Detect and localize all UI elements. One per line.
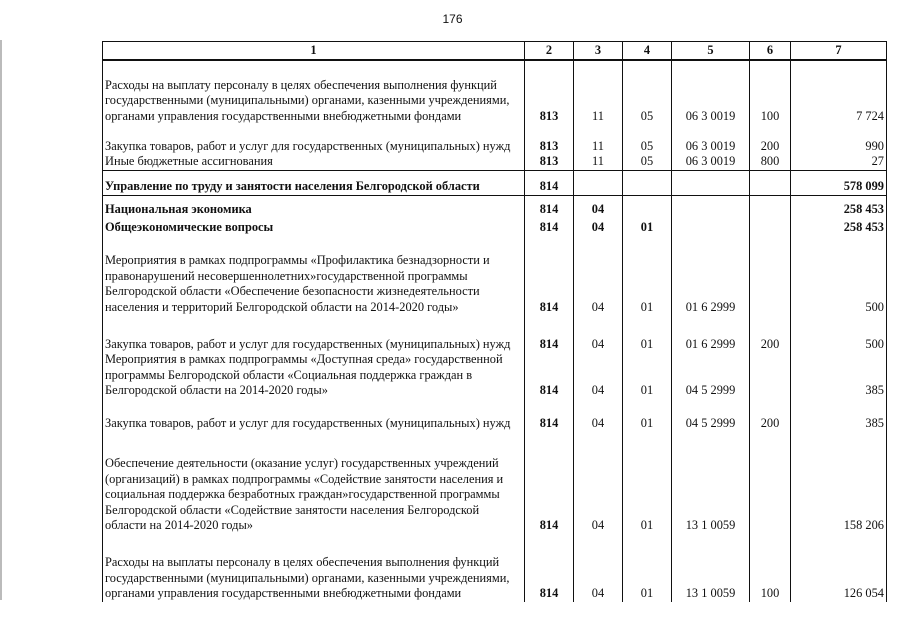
table-row bbox=[103, 124, 887, 154]
row-section: 11 bbox=[574, 60, 623, 124]
table-row bbox=[103, 534, 887, 602]
row-ministry-code: 814 bbox=[525, 235, 574, 315]
row-ministry-code: 813 bbox=[525, 124, 574, 154]
row-expense-type: 200 bbox=[750, 124, 791, 154]
row-name: Мероприятия в рамках подпрограммы «Доступная среда» государственной программы Белгородской области «Социальная поддержка граждан в Белгородской области на 2014-2020 годы» bbox=[103, 352, 525, 399]
row-section: 04 bbox=[574, 399, 623, 432]
row-amount: 578 099 bbox=[791, 177, 887, 196]
row-subsection: 01 bbox=[623, 217, 672, 235]
header-col-6: 6 bbox=[750, 42, 791, 61]
row-target-article: 06 3 0019 bbox=[672, 60, 750, 124]
row-ministry-code: 814 bbox=[525, 352, 574, 399]
row-subsection: 01 bbox=[623, 315, 672, 352]
row-ministry-code: 814 bbox=[525, 202, 574, 218]
table-row bbox=[103, 60, 887, 124]
row-amount: 7 724 bbox=[791, 60, 887, 124]
row-amount: 158 206 bbox=[791, 432, 887, 534]
row-section: 04 bbox=[574, 202, 623, 218]
row-expense-type bbox=[750, 432, 791, 534]
row-target-article: 06 3 0019 bbox=[672, 154, 750, 170]
row-subsection: 01 bbox=[623, 352, 672, 399]
row-name: Обеспечение деятельности (оказание услуг) государственных учреждений (организаций) в рамках подпрограммы «Содействие занятости населения и социальная поддержка безработных граждан»государственной программы Белгородской области «Содействие занятости населения Белгородской области на 2014-2020 годы» bbox=[103, 432, 525, 534]
row-amount: 126 054 bbox=[791, 534, 887, 602]
row-expense-type bbox=[750, 177, 791, 196]
row-name: Закупка товаров, работ и услуг для государственных (муниципальных) нужд bbox=[103, 315, 525, 352]
row-ministry-code: 813 bbox=[525, 154, 574, 170]
row-subsection: 01 bbox=[623, 399, 672, 432]
table-row bbox=[103, 177, 887, 196]
row-target-article: 06 3 0019 bbox=[672, 124, 750, 154]
row-ministry-code: 813 bbox=[525, 60, 574, 124]
row-ministry-code: 814 bbox=[525, 315, 574, 352]
header-col-4: 4 bbox=[623, 42, 672, 61]
row-name: Национальная экономика bbox=[103, 202, 525, 218]
header-col-7: 7 bbox=[791, 42, 887, 61]
row-section: 11 bbox=[574, 154, 623, 170]
row-ministry-code: 814 bbox=[525, 534, 574, 602]
row-amount: 385 bbox=[791, 352, 887, 399]
budget-table bbox=[102, 41, 887, 602]
row-section: 04 bbox=[574, 235, 623, 315]
row-expense-type: 200 bbox=[750, 399, 791, 432]
row-name: Расходы на выплату персоналу в целях обеспечения выполнения функций государственными (муниципальными) органами, казенными учреждениями, органами управления государственными внебюджетными фондами bbox=[103, 60, 525, 124]
row-section: 04 bbox=[574, 217, 623, 235]
row-subsection: 01 bbox=[623, 432, 672, 534]
row-subsection: 05 bbox=[623, 154, 672, 170]
row-subsection: 05 bbox=[623, 124, 672, 154]
row-amount: 258 453 bbox=[791, 217, 887, 235]
row-expense-type bbox=[750, 202, 791, 218]
row-subsection bbox=[623, 177, 672, 196]
row-subsection: 01 bbox=[623, 235, 672, 315]
row-subsection: 05 bbox=[623, 60, 672, 124]
table-row bbox=[103, 202, 887, 218]
row-subsection: 01 bbox=[623, 534, 672, 602]
table-header-row bbox=[103, 42, 887, 61]
header-col-1: 1 bbox=[103, 42, 525, 61]
row-expense-type: 100 bbox=[750, 60, 791, 124]
row-expense-type: 800 bbox=[750, 154, 791, 170]
row-amount: 27 bbox=[791, 154, 887, 170]
row-amount: 258 453 bbox=[791, 202, 887, 218]
row-ministry-code: 814 bbox=[525, 177, 574, 196]
row-section bbox=[574, 177, 623, 196]
page-number: 176 bbox=[442, 12, 463, 26]
table-row bbox=[103, 235, 887, 315]
row-target-article: 01 6 2999 bbox=[672, 315, 750, 352]
table-row bbox=[103, 217, 887, 235]
row-name: Общеэкономические вопросы bbox=[103, 217, 525, 235]
row-target-article: 01 6 2999 bbox=[672, 235, 750, 315]
row-subsection bbox=[623, 202, 672, 218]
row-target-article: 04 5 2999 bbox=[672, 352, 750, 399]
row-section: 04 bbox=[574, 432, 623, 534]
row-name: Закупка товаров, работ и услуг для государственных (муниципальных) нужд bbox=[103, 124, 525, 154]
row-expense-type: 200 bbox=[750, 315, 791, 352]
row-target-article bbox=[672, 217, 750, 235]
row-ministry-code: 814 bbox=[525, 399, 574, 432]
row-expense-type bbox=[750, 217, 791, 235]
row-amount: 500 bbox=[791, 235, 887, 315]
scan-edge-mark bbox=[0, 40, 2, 600]
row-amount: 990 bbox=[791, 124, 887, 154]
row-ministry-code: 814 bbox=[525, 432, 574, 534]
table-row bbox=[103, 352, 887, 399]
row-section: 04 bbox=[574, 534, 623, 602]
row-section: 11 bbox=[574, 124, 623, 154]
table-row bbox=[103, 315, 887, 352]
row-name: Иные бюджетные ассигнования bbox=[103, 154, 525, 170]
row-amount: 500 bbox=[791, 315, 887, 352]
row-target-article: 04 5 2999 bbox=[672, 399, 750, 432]
row-section: 04 bbox=[574, 315, 623, 352]
row-name: Мероприятия в рамках подпрограммы «Профилактика безнадзорности и правонарушений несовершеннолетних»государственной программы Белгородской области «Обеспечение безопасности жизнедеятельности населения и территорий Белгородской области на 2014-2020 годы» bbox=[103, 235, 525, 315]
row-target-article bbox=[672, 202, 750, 218]
row-target-article bbox=[672, 177, 750, 196]
row-expense-type: 100 bbox=[750, 534, 791, 602]
row-name: Закупка товаров, работ и услуг для государственных (муниципальных) нужд bbox=[103, 399, 525, 432]
row-target-article: 13 1 0059 bbox=[672, 534, 750, 602]
row-expense-type bbox=[750, 352, 791, 399]
row-target-article: 13 1 0059 bbox=[672, 432, 750, 534]
row-name: Управление по труду и занятости населения Белгородской области bbox=[103, 177, 525, 196]
row-amount: 385 bbox=[791, 399, 887, 432]
row-ministry-code: 814 bbox=[525, 217, 574, 235]
table-row bbox=[103, 432, 887, 534]
table-row bbox=[103, 399, 887, 432]
table-row bbox=[103, 154, 887, 170]
row-expense-type bbox=[750, 235, 791, 315]
header-col-3: 3 bbox=[574, 42, 623, 61]
row-name: Расходы на выплаты персоналу в целях обеспечения выполнения функций государственными (муниципальными) органами, казенными учреждениями, органами управления государственными внебюджетными фондами bbox=[103, 534, 525, 602]
header-col-5: 5 bbox=[672, 42, 750, 61]
row-section: 04 bbox=[574, 352, 623, 399]
header-col-2: 2 bbox=[525, 42, 574, 61]
